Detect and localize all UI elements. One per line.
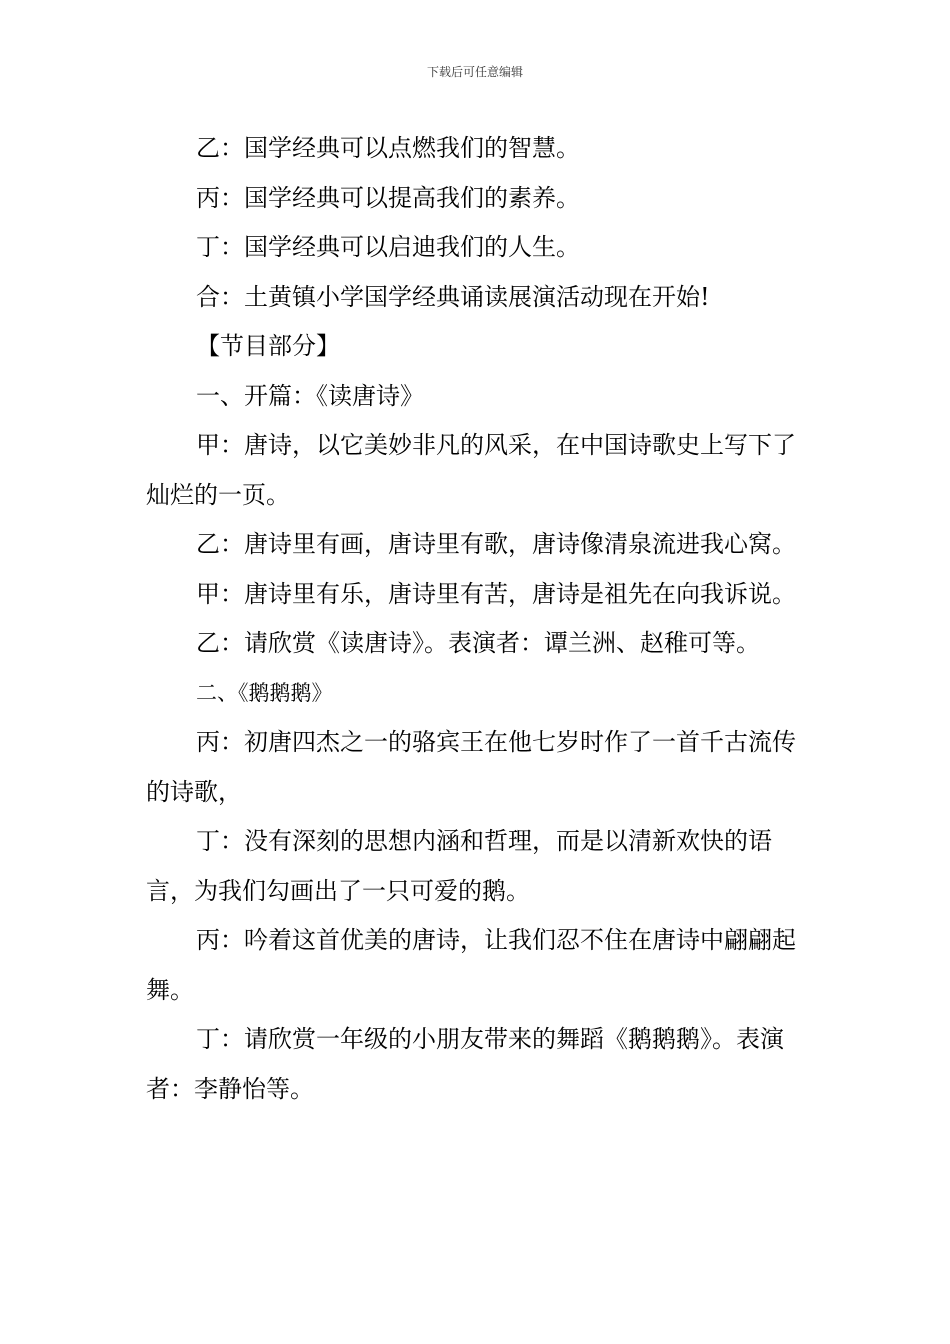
paragraph: 丁：国学经典可以启迪我们的人生。 <box>196 233 580 261</box>
paragraph: 甲：唐诗里有乐，唐诗里有苦，唐诗是祖先在向我诉说。 <box>196 579 796 608</box>
paragraph: 丙：吟着这首优美的唐诗，让我们忍不住在唐诗中翩翩起舞。 <box>146 926 796 1004</box>
paragraph: 乙：唐诗里有画，唐诗里有歌，唐诗像清泉流进我心窝。 <box>196 530 796 558</box>
section-heading: 二、《鹅鹅鹅》 <box>196 680 333 705</box>
paragraph: 丁：请欣赏一年级的小朋友带来的舞蹈《鹅鹅鹅》。表演者：李静怡等。 <box>146 1025 784 1103</box>
page-header: 下载后可任意编辑 <box>426 65 523 79</box>
paragraph: 丁：没有深刻的思想内涵和哲理，而是以清新欢快的语言，为我们勾画出了一只可爱的鹅。 <box>146 827 772 905</box>
paragraph: 丙：初唐四杰之一的骆宾王在他七岁时作了一首千古流传的诗歌， <box>146 728 796 806</box>
paragraph: 合：土黄镇小学国学经典诵读展演活动现在开始! <box>196 282 710 311</box>
paragraph: 丙：国学经典可以提高我们的素养。 <box>196 183 580 212</box>
paragraph: 乙：国学经典可以点燃我们的智慧。 <box>196 134 580 162</box>
section-heading: 一、开篇：《读唐诗》 <box>196 381 424 410</box>
section-heading: 【节目部分】 <box>196 332 340 360</box>
document-body <box>146 124 810 1114</box>
paragraph: 甲：唐诗，以它美妙非凡的风采，在中国诗歌史上写下了灿烂的一页。 <box>146 431 796 509</box>
paragraph: 乙：请欣赏《读唐诗》。表演者：谭兰洲、赵稚可等。 <box>196 629 760 657</box>
